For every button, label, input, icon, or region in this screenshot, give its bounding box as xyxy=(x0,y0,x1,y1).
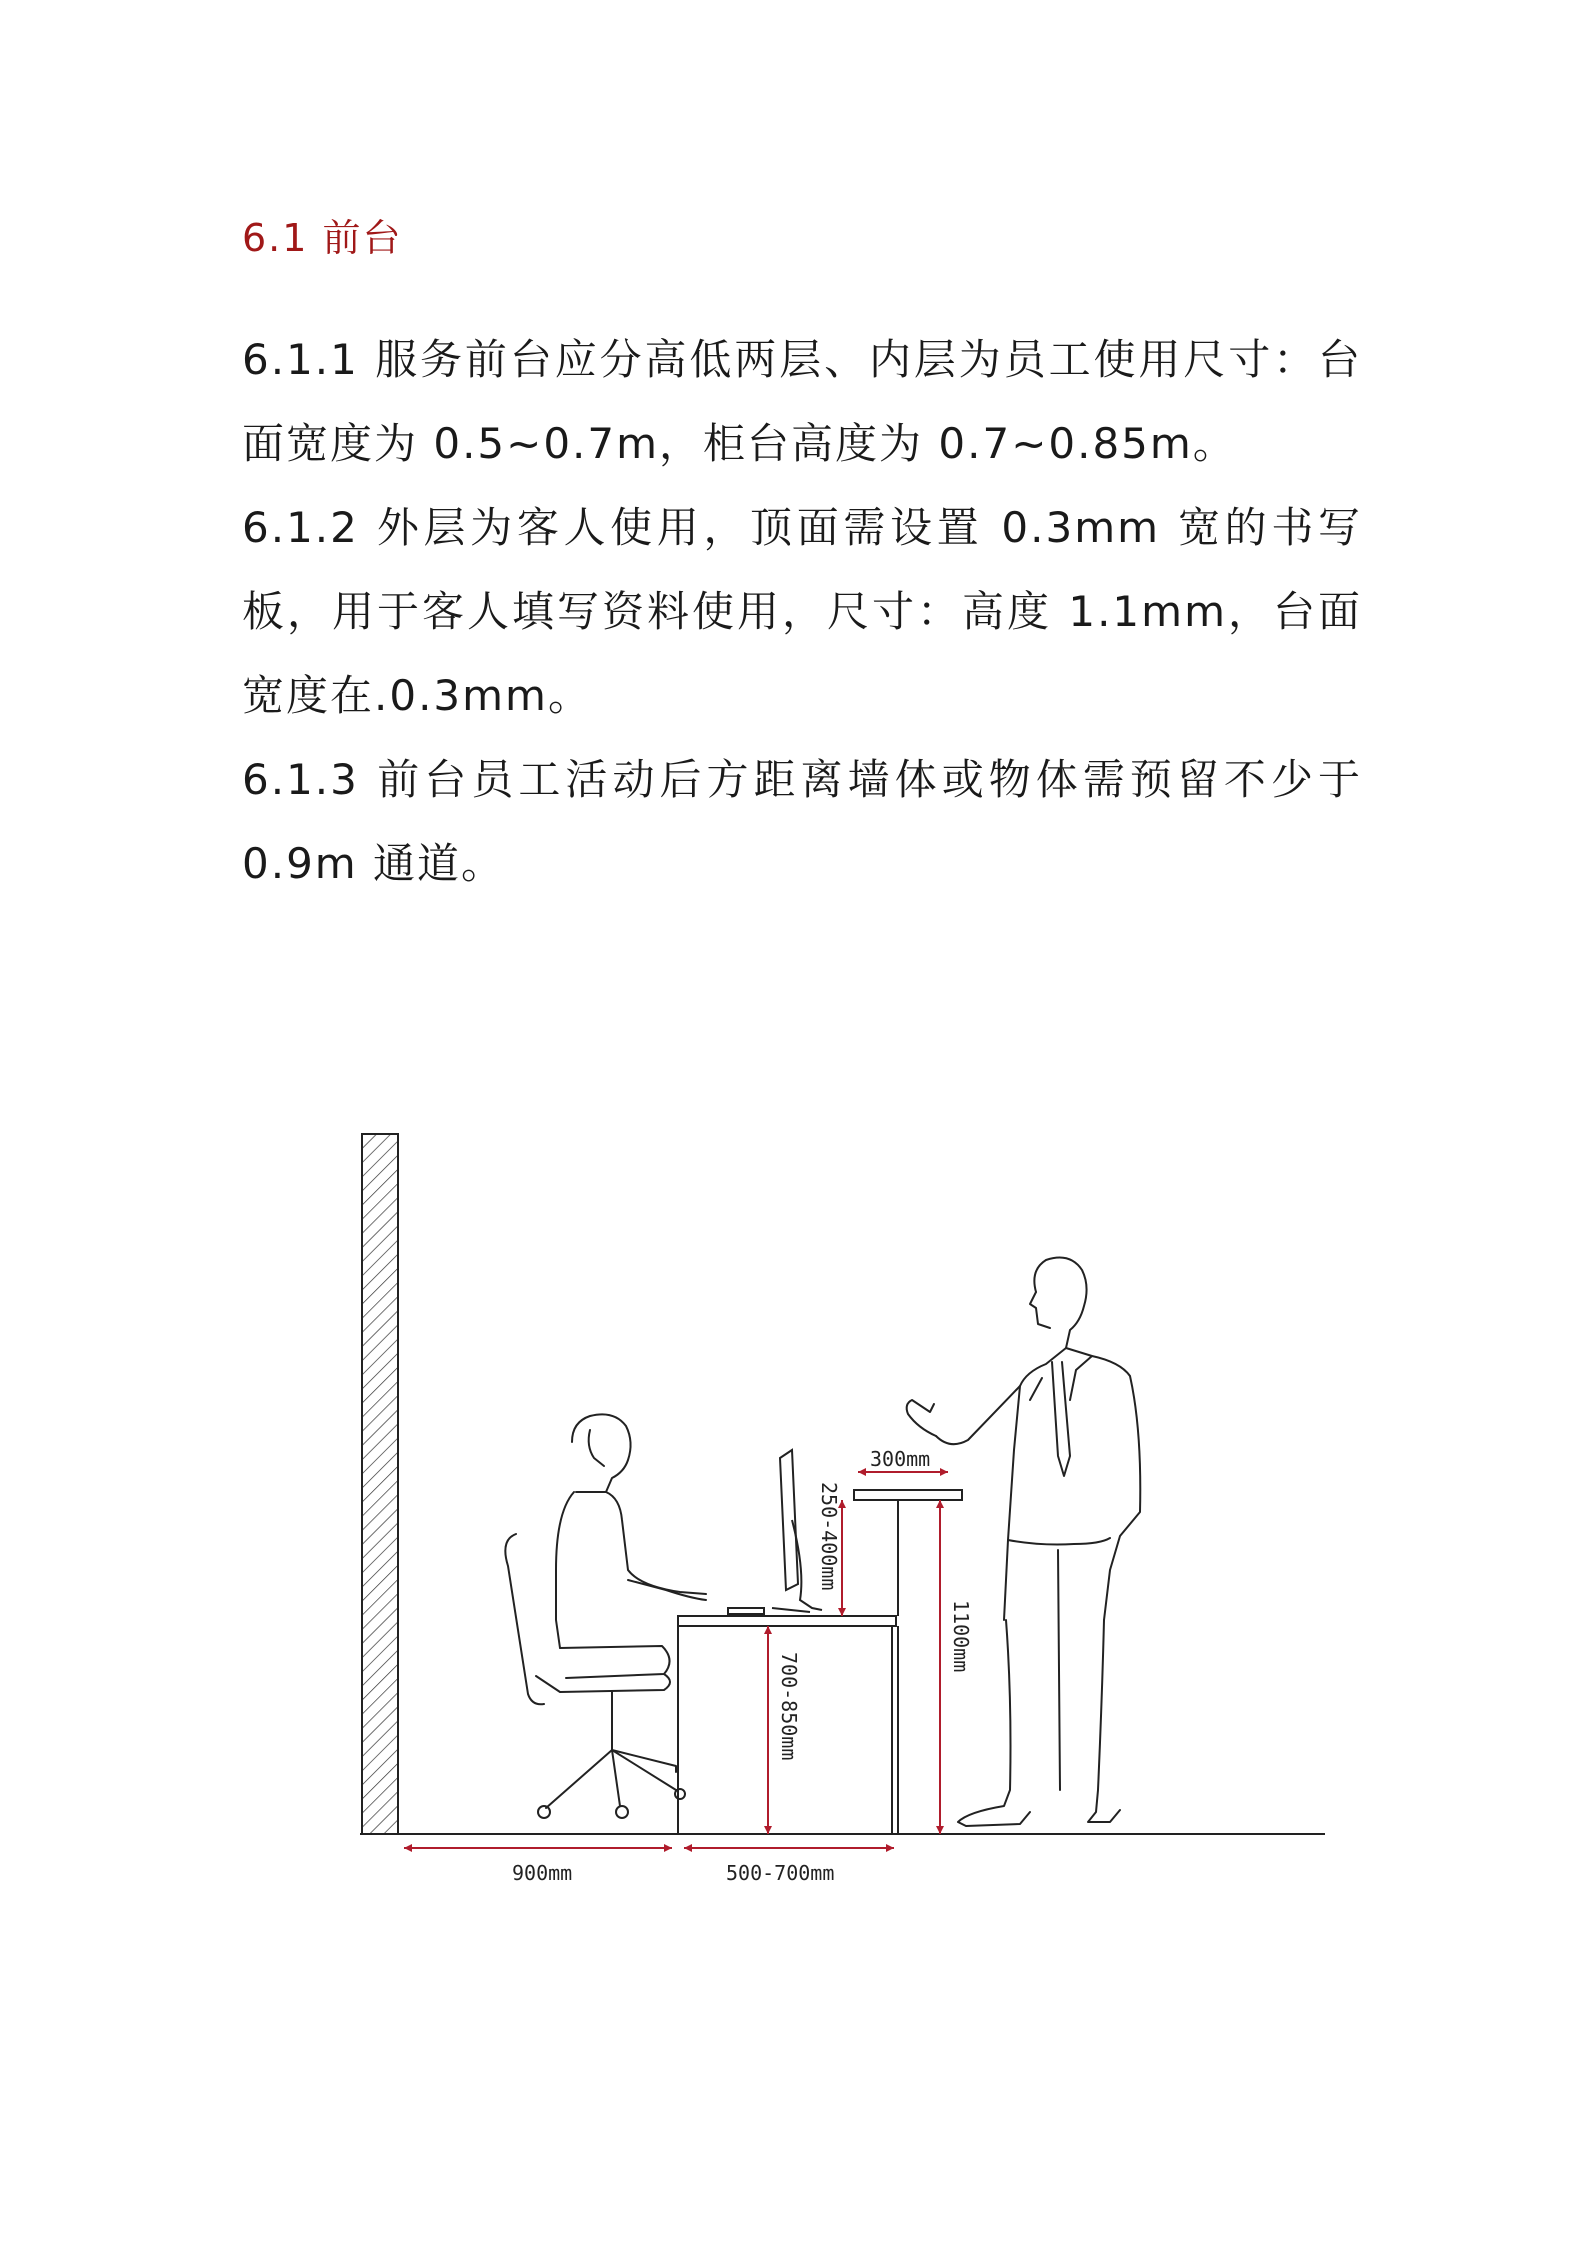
paragraph-6-1-3: 6.1.3 前台员工活动后方距离墙体或物体需预留不少于 0.9m 通道。 xyxy=(242,755,1362,888)
label-outer-height: 1100mm xyxy=(949,1600,973,1673)
section-heading: 6.1 前台 xyxy=(242,216,403,260)
label-writing-board-width: 300mm xyxy=(870,1447,931,1471)
reception-desk-diagram xyxy=(0,1100,1587,1920)
monitor xyxy=(728,1450,822,1614)
label-counter-height: 700-850mm xyxy=(777,1652,801,1761)
writing-board xyxy=(854,1490,962,1616)
label-aisle-width: 900mm xyxy=(512,1861,573,1885)
standing-guest-figure xyxy=(907,1258,1141,1826)
body-text xyxy=(242,318,1362,906)
label-board-height: 250-400mm xyxy=(817,1482,841,1591)
paragraph-6-1-1: 6.1.1 服务前台应分高低两层、内层为员工使用尺寸：台面宽度为 0.5~0.7m，柜台高度为 0.7~0.85m。 xyxy=(242,335,1362,468)
wall xyxy=(362,1134,398,1834)
label-counter-width: 500-700mm xyxy=(726,1861,835,1885)
paragraph-6-1-2: 6.1.2 外层为客人使用，顶面需设置 0.3mm 宽的书写板，用于客人填写资料使用，尺寸：高度 1.1mm，台面宽度在.0.3mm。 xyxy=(242,503,1362,720)
seated-staff-figure xyxy=(505,1414,706,1818)
diagram-svg xyxy=(0,1100,1587,1920)
